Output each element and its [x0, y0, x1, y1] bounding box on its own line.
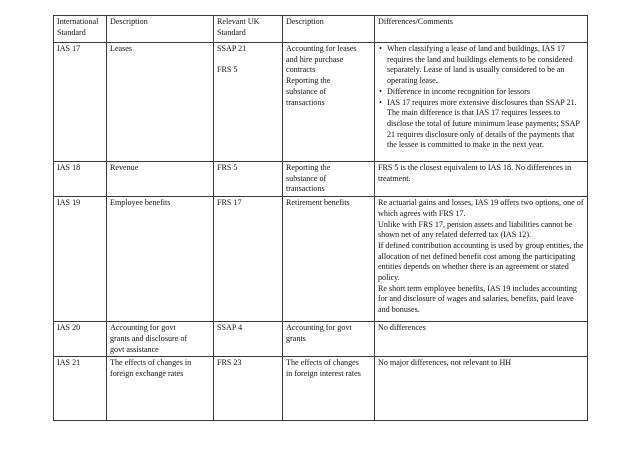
- comments-bullet-list: [378, 44, 584, 151]
- header-relevant-uk-standard: Relevant UK Standard: [214, 16, 283, 43]
- cell-comments: FRS 5 is the closest equivalent to IAS 18. No differences in treatment.: [375, 162, 588, 197]
- cell-uk-standard: FRS 23: [214, 357, 283, 421]
- comment-paragraph: Re actuarial gains and losses, IAS 19 offers two options, one of which agrees with FRS 17.: [378, 198, 584, 218]
- list-item: • When classifying a lease of land and buildings, IAS 17 requires the land and buildings elements to be considered separately. Lease of land is usually considered to be an operating lease.: [379, 44, 573, 86]
- comment-paragraph: If defined contribution accounting is used by group entities, the allocation of net defined benefit cost among the participating entities depends on whether there is an agreement or stated policy.: [378, 240, 584, 283]
- standards-comparison-table: [53, 15, 588, 421]
- table-row: [54, 43, 588, 162]
- cell-uk-description: Retirement benefits: [283, 197, 375, 322]
- bullet-icon: •: [379, 44, 382, 53]
- header-uk-description: Description: [283, 16, 375, 43]
- header-description: Description: [107, 16, 214, 43]
- cell-international-standard: IAS 21: [54, 357, 107, 421]
- list-item: • IAS 17 requires more extensive disclosures than SSAP 21. The main difference is that IAS 17 requires lessees to disclose the total of future minimum lease payments; SSAP 21 requires disclosure only of details of the payments that the lessee is committed to make in the next year.: [379, 97, 580, 150]
- bullet-icon: •: [379, 86, 382, 96]
- cell-comments: [375, 43, 588, 162]
- cell-description: Revenue: [107, 162, 214, 197]
- list-item: • Difference in income recognition for lessors: [379, 86, 531, 96]
- cell-international-standard: IAS 19: [54, 197, 107, 322]
- table-row: [54, 162, 588, 197]
- cell-international-standard: IAS 18: [54, 162, 107, 197]
- cell-comments: [375, 197, 588, 322]
- table-header-row: [54, 16, 588, 43]
- cell-description: Employee benefits: [107, 197, 214, 322]
- cell-description: Accounting for govt grants and disclosure of govt assistance: [107, 322, 214, 357]
- cell-uk-description: The effects of changes in foreign interest rates: [283, 357, 375, 421]
- cell-international-standard: IAS 20: [54, 322, 107, 357]
- cell-description: The effects of changes in foreign exchange rates: [107, 357, 214, 421]
- table-row: [54, 197, 588, 322]
- cell-uk-description: Reporting the substance of transactions: [283, 162, 375, 197]
- cell-uk-description: Accounting for leases and hire purchase contracts Reporting the substance of transactions: [283, 43, 375, 162]
- cell-uk-standard: FRS 5: [214, 162, 283, 197]
- cell-uk-standard: FRS 17: [214, 197, 283, 322]
- cell-uk-standard: SSAP 4: [214, 322, 283, 357]
- comment-paragraph: Unlike with FRS 17, pension assets and liabilities cannot be shown net of any related deferred tax (IAS 12).: [378, 219, 573, 240]
- cell-description: Leases: [107, 43, 214, 162]
- cell-comments: No major differences, not relevant to HH: [375, 357, 588, 421]
- header-differences-comments: Differences/Comments: [375, 16, 588, 43]
- cell-uk-standard: SSAP 21 FRS 5: [214, 43, 283, 162]
- comment-paragraph: Re short term employee benefits, IAS 19 includes accounting for and disclosure of wages and salaries, benefits, paid leave and bonuses.: [378, 283, 577, 315]
- cell-international-standard: IAS 17: [54, 43, 107, 162]
- header-international-standard: International Standard: [54, 16, 107, 43]
- cell-comments: No differences: [375, 322, 588, 357]
- bullet-icon: •: [379, 97, 382, 107]
- table-row: [54, 357, 588, 421]
- cell-uk-description: Accounting for govt grants: [283, 322, 375, 357]
- table-row: [54, 322, 588, 357]
